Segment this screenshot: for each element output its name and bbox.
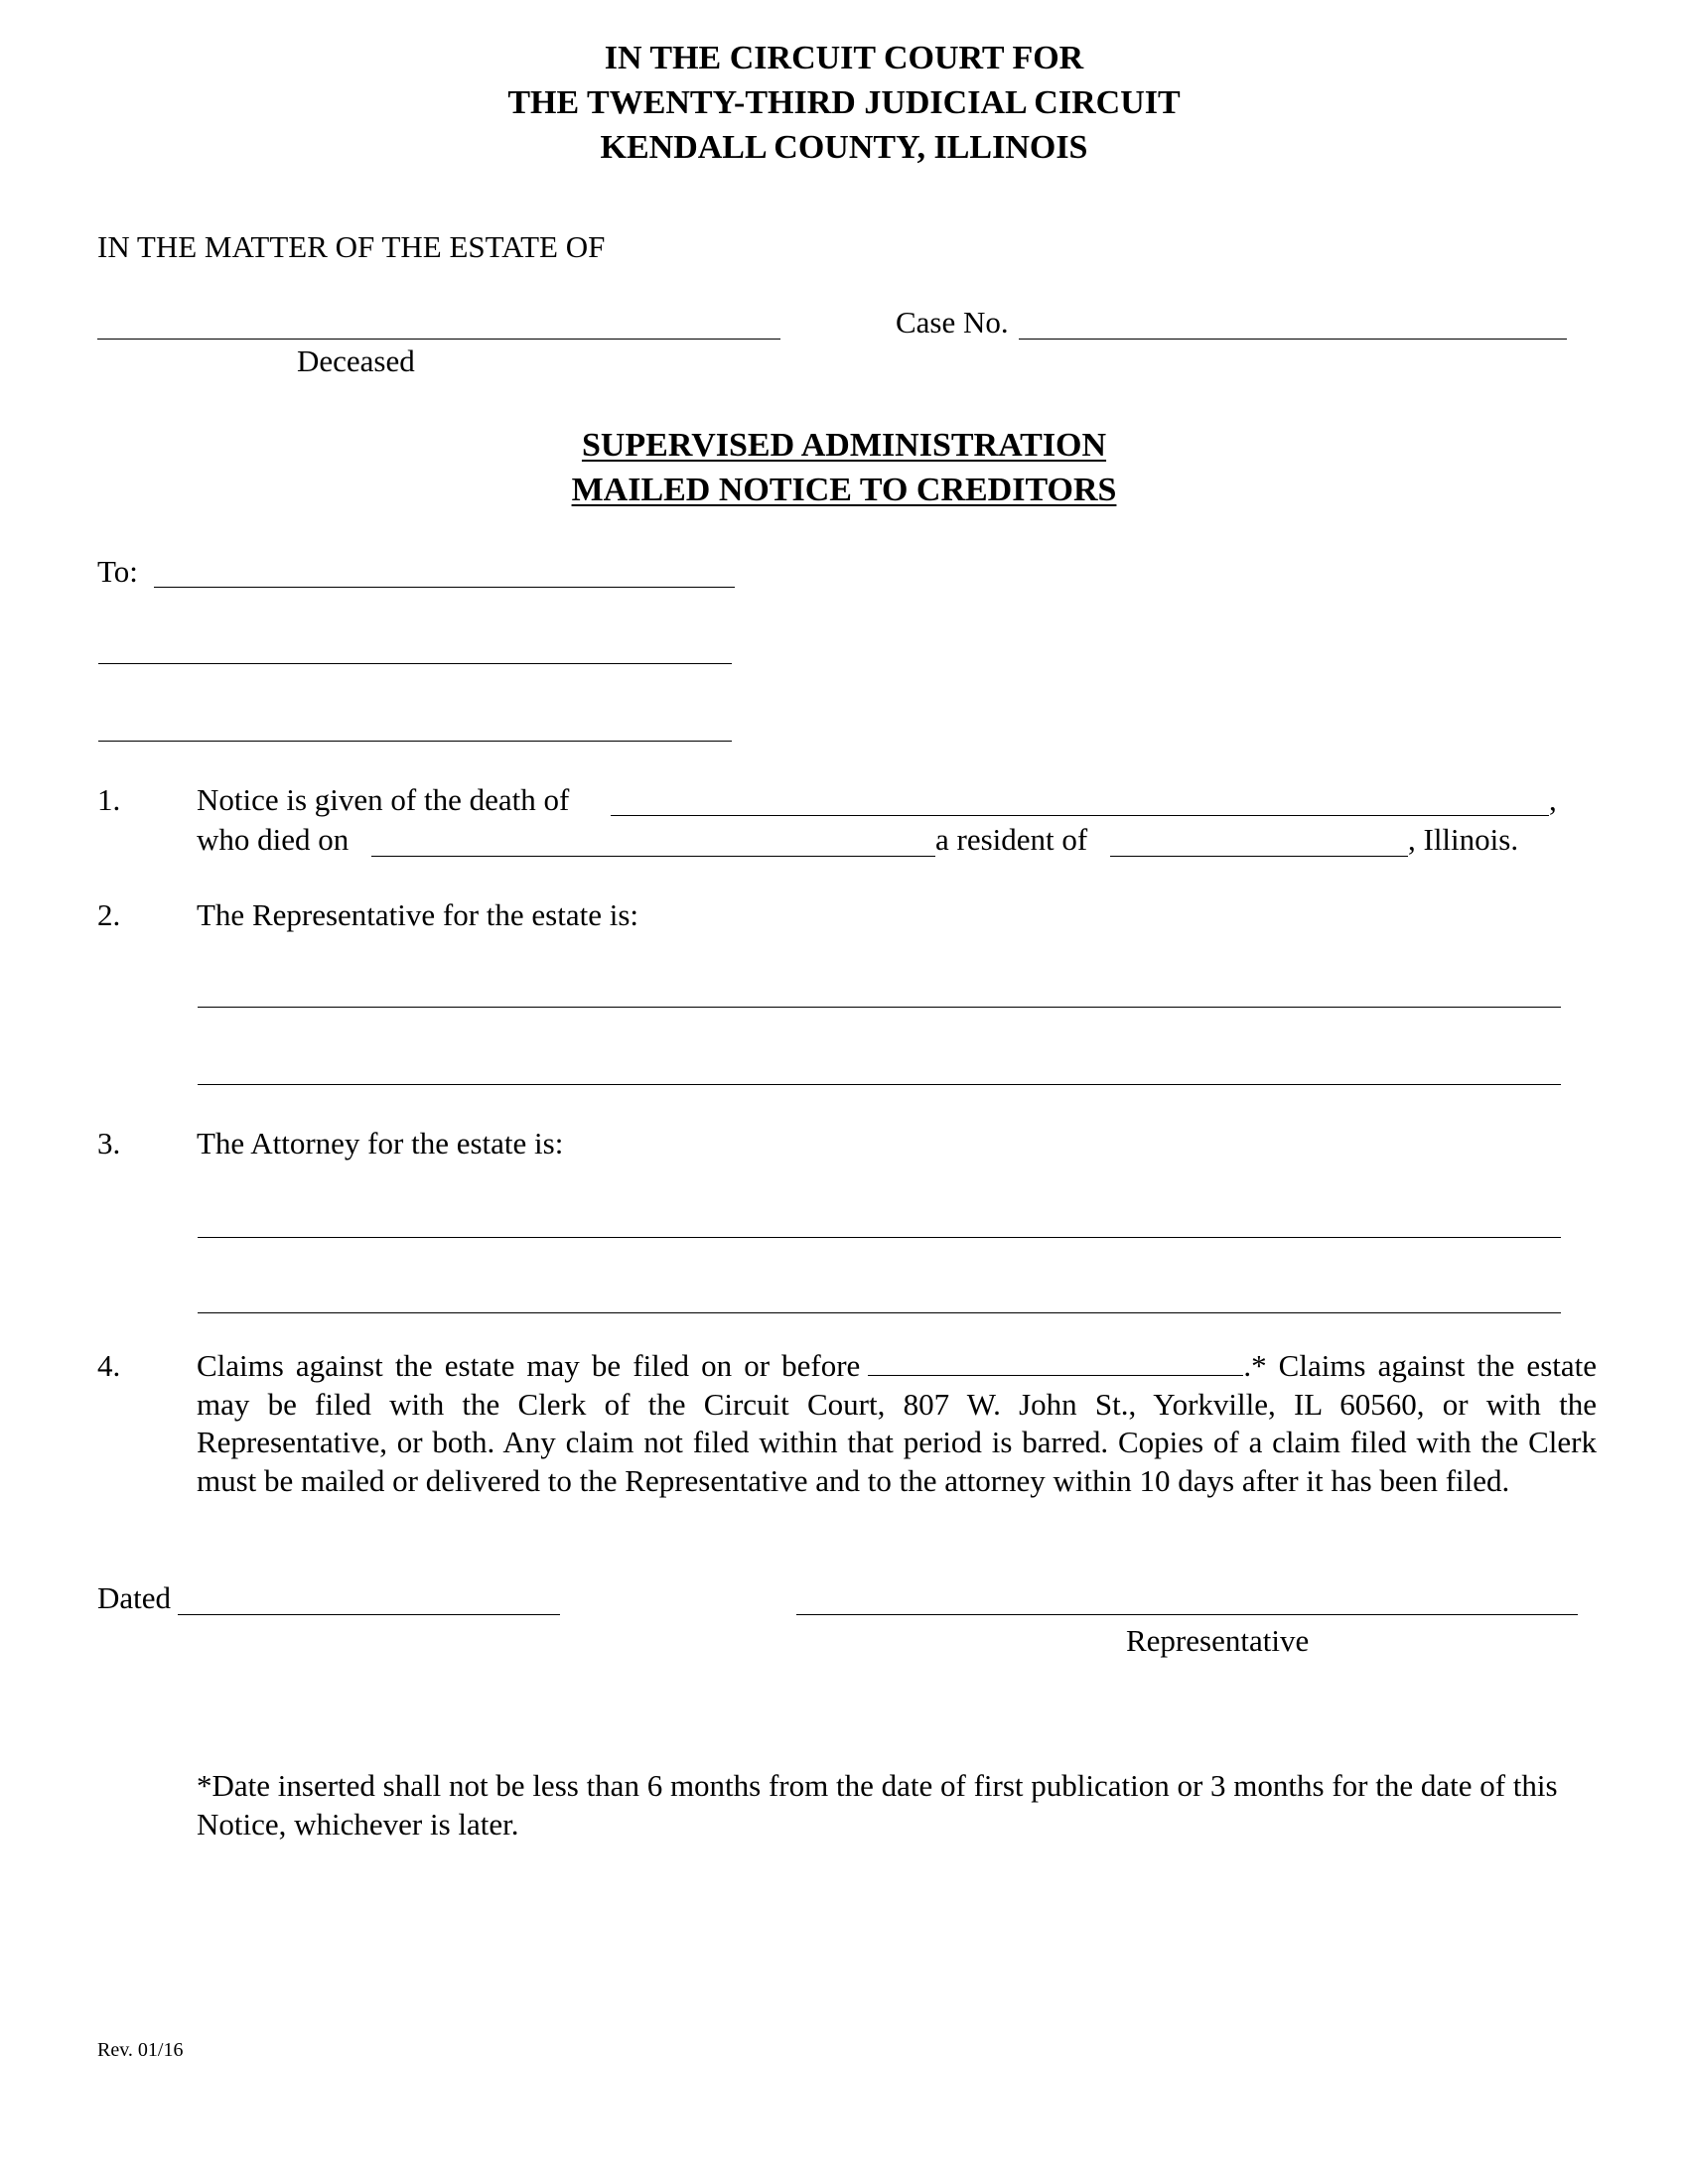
dated-line[interactable]	[178, 1614, 560, 1615]
representative-line-1[interactable]	[198, 1007, 1561, 1008]
title-line-2: MAILED NOTICE TO CREDITORS	[571, 472, 1117, 508]
to-address-line-1[interactable]	[154, 587, 735, 588]
item-1-illinois: , Illinois.	[1408, 822, 1519, 857]
item-4-number: 4.	[97, 1348, 121, 1383]
to-address-line-3[interactable]	[98, 741, 732, 742]
item-4-text-a: Claims against the estate may be filed on or before	[197, 1348, 861, 1383]
item-2-number: 2.	[97, 897, 121, 932]
court-line-2: THE TWENTY-THIRD JUDICIAL CIRCUIT	[507, 84, 1181, 121]
attorney-line-1[interactable]	[198, 1237, 1561, 1238]
item-1-died-on-label: who died on	[197, 822, 350, 857]
item-3-text: The Attorney for the estate is:	[197, 1126, 564, 1160]
death-date-line[interactable]	[371, 856, 935, 857]
title-line-1: SUPERVISED ADMINISTRATION	[581, 427, 1107, 464]
item-4-paragraph	[197, 1347, 1597, 1500]
item-1-comma: ,	[1549, 782, 1557, 817]
item-2-text: The Representative for the estate is:	[197, 897, 639, 932]
representative-line-2[interactable]	[198, 1084, 1561, 1085]
court-header	[0, 36, 1688, 170]
to-address-line-2[interactable]	[98, 663, 732, 664]
deceased-label: Deceased	[297, 343, 415, 378]
residence-line[interactable]	[1110, 856, 1408, 857]
document-title	[0, 423, 1688, 512]
court-line-3: KENDALL COUNTY, ILLINOIS	[600, 129, 1088, 166]
revision-label: Rev. 01/16	[97, 2039, 184, 2061]
estate-heading: IN THE MATTER OF THE ESTATE OF	[97, 229, 606, 264]
dated-label: Dated	[97, 1580, 172, 1615]
item-1-resident-label: a resident of	[935, 822, 1088, 857]
footnote: *Date inserted shall not be less than 6 months from the date of first publication or 3 months for the date of this Notice, whichever is later.	[197, 1768, 1558, 1842]
claims-date-line[interactable]	[868, 1351, 1243, 1376]
case-no-label: Case No.	[896, 305, 1009, 340]
item-4-text-b: .* Claims against the estate may be filed with the Clerk of the Circuit Court, 807 W. John St., Yorkville, IL 60560, or with the Representative, or both. Any claim not filed within that period is barred. Copies of a claim filed with the Clerk must be mailed or delivered to the Representative and to the attorney within 10 days after it has been filed.	[197, 1348, 1597, 1498]
attorney-line-2[interactable]	[198, 1312, 1561, 1313]
court-line-1: IN THE CIRCUIT COURT FOR	[604, 40, 1084, 76]
to-label: To:	[97, 554, 138, 589]
item-1-number: 1.	[97, 782, 121, 817]
deceased-name-line[interactable]	[611, 815, 1549, 816]
item-3-number: 3.	[97, 1126, 121, 1160]
representative-signature-line[interactable]	[796, 1614, 1578, 1615]
deceased-name-field[interactable]	[97, 339, 780, 340]
item-1-text: Notice is given of the death of	[197, 782, 570, 817]
case-no-field[interactable]	[1019, 339, 1567, 340]
representative-label: Representative	[1126, 1623, 1310, 1658]
